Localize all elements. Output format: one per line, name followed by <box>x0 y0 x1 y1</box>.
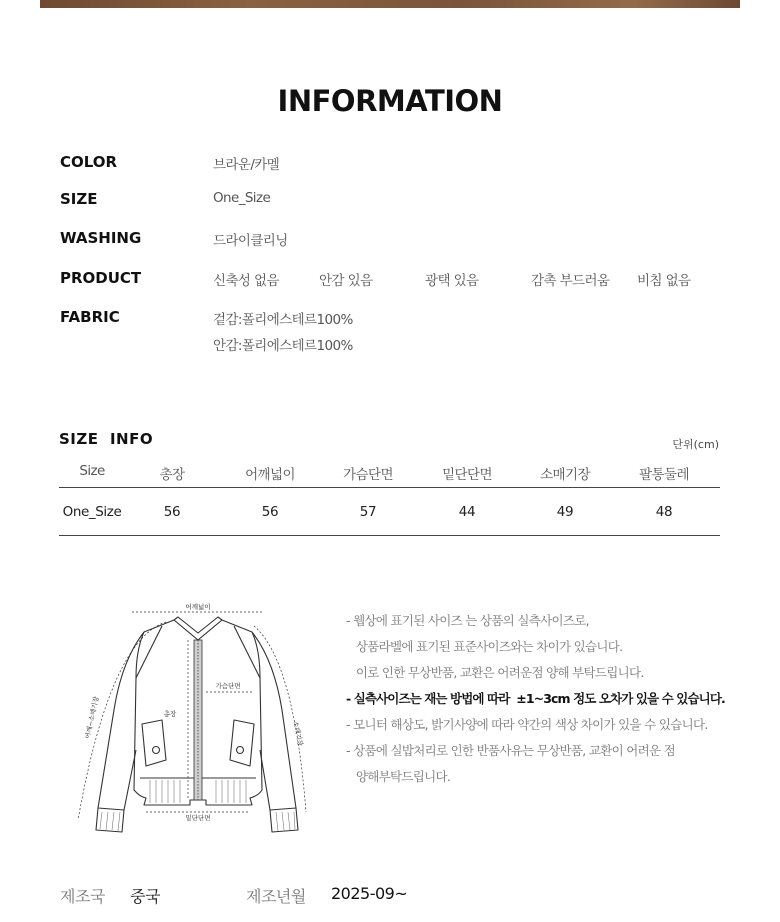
table-cell: 56 <box>261 504 279 520</box>
note-line: 상품라벨에 표기된 표준사이즈와는 차이가 있습니다. <box>346 639 623 654</box>
size-value: One_Size <box>213 190 271 206</box>
origin-label: 제조국 <box>60 887 105 906</box>
column-header: 팔통둘레 <box>639 467 689 483</box>
column-header: Size <box>79 463 105 479</box>
product-item-sheer: 비침 없음 <box>637 273 691 289</box>
table-cell: 49 <box>556 504 574 520</box>
product-item-stretch: 신축성 없음 <box>213 273 279 289</box>
size-info-title: SIZE INFO <box>59 430 154 448</box>
color-label: COLOR <box>60 153 118 171</box>
column-header: 밑단단면 <box>442 467 492 483</box>
washing-value: 드라이클리닝 <box>213 233 288 249</box>
product-item-gloss: 광택 있음 <box>425 273 479 289</box>
table-cell: 48 <box>655 504 673 520</box>
product-label: PRODUCT <box>60 269 142 287</box>
manufacture-date-value: 2025-09~ <box>331 884 408 903</box>
size-label: SIZE <box>60 190 98 208</box>
sleeve-length-label: 소매기장 <box>291 720 305 747</box>
note-line: - 웹상에 표기된 사이즈 는 상품의 실측사이즈로, <box>346 613 589 628</box>
product-item-texture: 감촉 부드러움 <box>531 273 610 289</box>
unit-label: 단위(cm) <box>672 438 719 451</box>
jacket-measurement-diagram <box>70 600 330 840</box>
table-cell: 44 <box>458 504 476 520</box>
table-row <box>59 496 720 536</box>
page-title: INFORMATION <box>277 84 503 118</box>
table-cell: 57 <box>359 504 377 520</box>
hem-width-label: 밑단단면 <box>185 814 211 822</box>
column-header: 소매기장 <box>540 467 590 483</box>
washing-label: WASHING <box>60 229 142 247</box>
column-header: 어깨넓이 <box>245 467 295 483</box>
column-header: 가슴단면 <box>343 467 393 483</box>
note-line: - 모니터 해상도, 밝기사양에 따라 약간의 색상 차이가 있을 수 있습니다. <box>346 717 708 732</box>
note-line-emphasis: - 실측사이즈는 재는 방법에 따라 ±1~3cm 정도 오차가 있을 수 있습니다. <box>346 691 725 706</box>
chest-width-label: 가슴단면 <box>215 682 241 690</box>
column-header: 총장 <box>159 467 185 483</box>
manufacture-date-label: 제조년월 <box>246 887 306 906</box>
table-cell: One_Size <box>62 504 122 520</box>
note-line: - 상품에 실밥처리로 인한 반품사유는 무상반품, 교환이 어려운 점 <box>346 743 676 758</box>
raglan-sleeve-length-label: 어깨~소매기장 <box>83 695 101 740</box>
fabric-line-inner: 안감:폴리에스테르100% <box>213 338 353 354</box>
table-cell: 56 <box>163 504 181 520</box>
shoulder-width-label: 어깨넓이 <box>185 603 211 611</box>
product-item-lining: 안감 있음 <box>319 273 373 289</box>
size-table-header <box>59 458 720 488</box>
fabric-line-outer: 겉감:폴리에스테르100% <box>213 312 353 328</box>
note-line: 양해부탁드립니다. <box>346 769 451 784</box>
fabric-label: FABRIC <box>60 308 120 326</box>
color-value: 브라운/카멜 <box>213 157 280 173</box>
total-length-label: 총장 <box>163 710 177 718</box>
product-photo-strip <box>40 0 740 8</box>
note-line: 이로 인한 무상반품, 교환은 어려운점 양해 부탁드립니다. <box>346 665 644 680</box>
origin-value: 중국 <box>130 887 160 906</box>
